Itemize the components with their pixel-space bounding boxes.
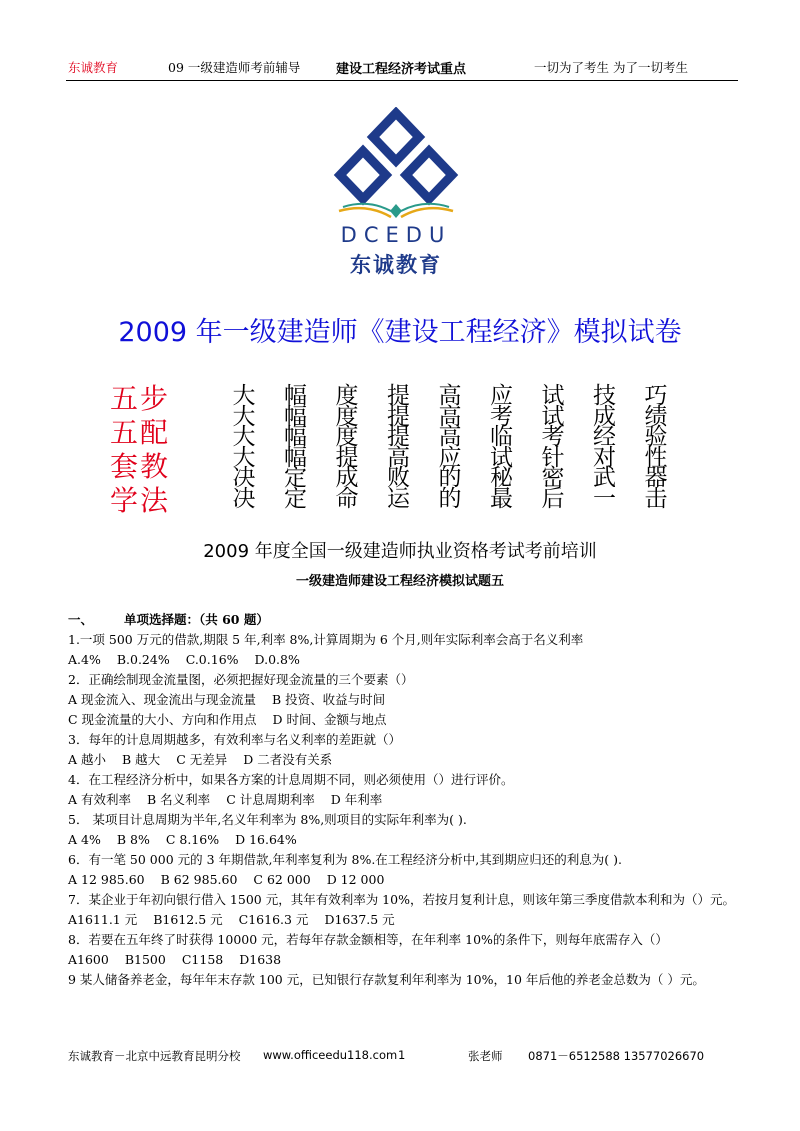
question-text: 2．正确绘制现金流量图，必须把握好现金流量的三个要素（） bbox=[68, 672, 414, 687]
option: B1500 bbox=[124, 952, 166, 967]
question-text: 7．某企业于年初向银行借入 1500 元，其年有效利率为 10%，若按月复利计息，则该年第三季度借款本利和为（）元。 bbox=[68, 892, 735, 907]
question-text: 3．每年的计息周期越多，有效利率与名义利率的差距就（） bbox=[68, 732, 401, 747]
slogan-char: 一 bbox=[593, 485, 616, 512]
slogan-char: 击 bbox=[644, 485, 668, 512]
option: A 越小 bbox=[68, 752, 107, 767]
option: A 12 985.60 bbox=[68, 872, 145, 887]
slogan-char: 定 bbox=[284, 485, 307, 512]
slogan-char: 临 bbox=[490, 424, 513, 451]
footer-school: 东诚教育－北京中远教育昆明分校 bbox=[68, 1049, 241, 1063]
slogan-char: 应 bbox=[490, 383, 513, 409]
footer-phone: 0871－6512588 13577026670 bbox=[528, 1049, 705, 1063]
slogan-char: 决 bbox=[232, 485, 256, 512]
option: B1612.5 元 bbox=[153, 912, 223, 927]
slogan-char: 命 bbox=[335, 485, 359, 512]
header-title: 建设工程经济考试重点 bbox=[336, 62, 467, 77]
slogan-char: 后 bbox=[541, 485, 565, 512]
slogan-char: 大 bbox=[232, 383, 256, 409]
option: B 越大 bbox=[122, 752, 161, 767]
option: D 时间、金额与地点 bbox=[272, 712, 387, 727]
subtitle-exam: 一级建造师建设工程经济模拟试题五 bbox=[295, 574, 504, 589]
slogan-char: 成 bbox=[593, 403, 616, 430]
option: C1616.3 元 bbox=[238, 912, 309, 927]
slogan-char: 幅 bbox=[284, 383, 307, 409]
slogan-char: 度 bbox=[335, 383, 359, 409]
side-word: 五步 bbox=[110, 382, 171, 415]
slogan-char: 试 bbox=[490, 444, 513, 471]
option: B.0.24% bbox=[116, 652, 170, 667]
exam-content bbox=[68, 610, 736, 990]
slogan-char: 度 bbox=[335, 424, 359, 451]
question-options bbox=[68, 790, 736, 810]
slogan-char: 技 bbox=[593, 383, 616, 409]
slogan-char: 提 bbox=[387, 383, 410, 409]
option: D 12 000 bbox=[326, 872, 385, 887]
side-word: 五配 bbox=[110, 416, 171, 449]
slogan-char: 密 bbox=[541, 465, 565, 492]
option: B 8% bbox=[116, 832, 150, 847]
option: D 16.64% bbox=[235, 832, 297, 847]
question-text: 6．有一笔 50 000 元的 3 年期借款,年利率复利为 8%.在工程经济分析中,其到期应归还的利息为( ). bbox=[68, 852, 622, 867]
slogan-char: 考 bbox=[490, 403, 513, 430]
slogan-char: 决 bbox=[232, 465, 256, 492]
question-text: 4．在工程经济分析中，如果各方案的计息周期不同，则必须使用（）进行评价。 bbox=[68, 772, 514, 787]
slogan-char: 败 bbox=[387, 465, 410, 492]
slogan-grid bbox=[230, 383, 670, 512]
header-rule bbox=[66, 80, 738, 81]
question-text: 5． 某项目计息周期为半年,名义年利率为 8%,则项目的实际年利率为( ). bbox=[68, 812, 467, 827]
main-title: 2009 年一级建造师《建设工程经济》模拟试卷 bbox=[118, 317, 682, 348]
option: A 4% bbox=[68, 832, 101, 847]
option: C.0.16% bbox=[185, 652, 239, 667]
slogan-char: 运 bbox=[387, 485, 410, 512]
side-word: 套教 bbox=[110, 450, 171, 483]
section-number: 一、 bbox=[68, 612, 94, 627]
option: A.4% bbox=[68, 652, 101, 667]
slogan-char: 武 bbox=[593, 465, 616, 492]
slogan-char: 提 bbox=[387, 403, 410, 430]
slogan-char: 高 bbox=[438, 403, 462, 430]
slogan-char: 的 bbox=[438, 485, 462, 512]
slogan-char: 度 bbox=[335, 403, 359, 430]
slogan-char: 试 bbox=[541, 383, 565, 409]
option: C 计息周期利率 bbox=[226, 792, 315, 807]
slogan-char: 性 bbox=[644, 444, 668, 471]
slogan-char: 高 bbox=[438, 383, 462, 409]
option: D1637.5 元 bbox=[324, 912, 395, 927]
option: C 无差异 bbox=[176, 752, 228, 767]
option: D 年利率 bbox=[330, 792, 383, 807]
page-header bbox=[68, 58, 740, 80]
question-options bbox=[68, 950, 736, 970]
question-list bbox=[68, 630, 736, 990]
footer-url: www.officeedu118.com bbox=[263, 1048, 398, 1062]
option: A 有效利率 bbox=[68, 792, 132, 807]
slogan-char: 高 bbox=[438, 424, 462, 451]
section-heading bbox=[68, 610, 736, 630]
option: D1638 bbox=[239, 952, 282, 967]
slogan-char: 提 bbox=[335, 444, 359, 471]
slogan-char: 试 bbox=[541, 403, 565, 430]
question-options bbox=[68, 710, 736, 730]
dcedu-logo bbox=[333, 107, 459, 277]
slogan-char: 绩 bbox=[644, 403, 668, 430]
question-options bbox=[68, 870, 736, 890]
side-word: 学法 bbox=[110, 484, 171, 517]
question-options bbox=[68, 750, 736, 770]
side-words bbox=[110, 382, 190, 518]
slogan-char: 的 bbox=[438, 465, 462, 492]
option: C 8.16% bbox=[165, 832, 220, 847]
slogan-char: 针 bbox=[541, 444, 565, 471]
slogan-row bbox=[230, 485, 670, 512]
logo-letters: DCEDU bbox=[340, 223, 452, 247]
slogan-char: 提 bbox=[387, 424, 410, 451]
question-options bbox=[68, 690, 736, 710]
option: C 现金流量的大小、方向和作用点 bbox=[68, 712, 257, 727]
question-text: 8．若要在五年终了时获得 10000 元，若每年存款金额相等，在年利率 10%的条件下，则每年底需存入（） bbox=[68, 932, 668, 947]
slogan-char: 验 bbox=[644, 424, 668, 451]
option: A1611.1 元 bbox=[68, 912, 138, 927]
question-text: 9 某人储备养老金，每年年末存款 100 元，已知银行存款复利年利率为 10%，10 年后他的养老金总数为（ ）元。 bbox=[68, 972, 705, 987]
slogan-char: 考 bbox=[541, 424, 565, 451]
option: D 二者没有关系 bbox=[243, 752, 333, 767]
slogan-char: 高 bbox=[387, 444, 410, 471]
header-brand: 东诚教育 bbox=[68, 60, 119, 75]
option: D.0.8% bbox=[254, 652, 300, 667]
logo-emblem-icon bbox=[333, 107, 459, 223]
option: A 现金流入、现金流出与现金流量 bbox=[68, 692, 257, 707]
option: C 62 000 bbox=[253, 872, 311, 887]
header-motto: 一切为了考生 为了一切考生 bbox=[534, 60, 688, 75]
option: B 名义利率 bbox=[147, 792, 211, 807]
footer-teacher: 张老师 bbox=[468, 1049, 503, 1063]
subtitle-training: 2009 年度全国一级建造师执业资格考试考前培训 bbox=[203, 541, 597, 562]
slogan-char: 大 bbox=[232, 424, 256, 451]
slogan-char: 大 bbox=[232, 403, 256, 430]
slogan-char: 大 bbox=[232, 444, 256, 471]
question-options bbox=[68, 830, 736, 850]
slogan-char: 经 bbox=[593, 424, 616, 451]
slogan-char: 秘 bbox=[490, 465, 513, 492]
slogan-char: 巧 bbox=[644, 383, 668, 409]
logo-name: 东诚教育 bbox=[350, 253, 442, 277]
question-options bbox=[68, 650, 736, 670]
header-course: 09 一级建造师考前辅导 bbox=[168, 60, 301, 75]
slogan-char: 幅 bbox=[284, 403, 307, 430]
question-text: 1.一项 500 万元的借款,期限 5 年,利率 8%,计算周期为 6 个月,则年实际利率会高于名义利率 bbox=[68, 632, 584, 647]
option: B 投资、收益与时间 bbox=[272, 692, 386, 707]
option: B 62 985.60 bbox=[160, 872, 238, 887]
slogan-char: 器 bbox=[644, 465, 668, 492]
option: C1158 bbox=[181, 952, 224, 967]
option: A1600 bbox=[68, 952, 109, 967]
slogan-char: 幅 bbox=[284, 444, 307, 471]
footer-page: 1 bbox=[398, 1048, 406, 1062]
slogan-char: 定 bbox=[284, 465, 307, 492]
slogan-char: 幅 bbox=[284, 424, 307, 451]
slogan-char: 最 bbox=[490, 485, 513, 512]
question-options bbox=[68, 910, 736, 930]
section-title: 单项选择题：（共 60 题） bbox=[124, 612, 269, 627]
slogan-char: 成 bbox=[335, 465, 359, 492]
slogan-char: 对 bbox=[593, 444, 616, 471]
slogan-char: 应 bbox=[438, 444, 462, 471]
